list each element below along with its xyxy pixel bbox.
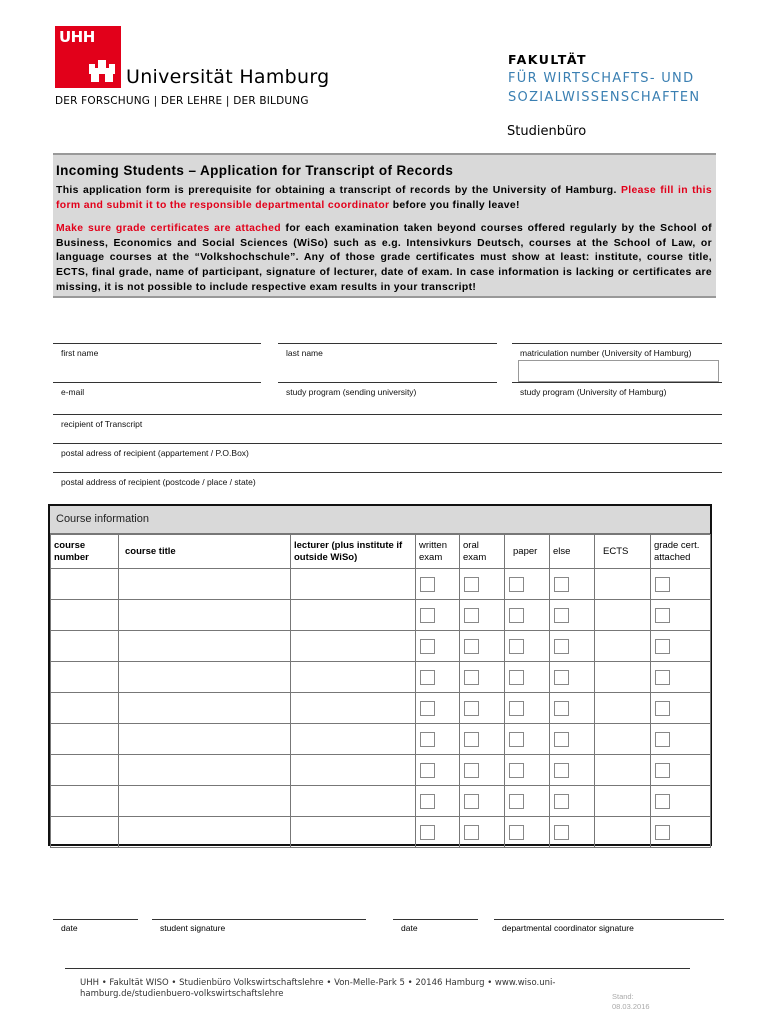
course-header-row (51, 535, 711, 569)
else-cell[interactable] (550, 631, 595, 662)
course-number-cell[interactable] (51, 693, 119, 724)
office-name: Studienbüro (507, 124, 587, 139)
course-row (51, 817, 711, 848)
grade-cert-cell[interactable] (651, 600, 711, 631)
oral-exam-cell[interactable] (460, 600, 505, 631)
grade-cert-cell[interactable] (651, 693, 711, 724)
ects-cell[interactable] (595, 693, 651, 724)
matriculation-input[interactable] (518, 360, 719, 382)
checkbox[interactable] (464, 794, 479, 809)
first-name-field[interactable]: first name (53, 343, 261, 358)
form-title: Incoming Students – Application for Transcript of Records (56, 163, 454, 178)
ects-cell[interactable] (595, 817, 651, 848)
else-cell[interactable] (550, 724, 595, 755)
course-row (51, 724, 711, 755)
col-else: else (550, 535, 595, 569)
col-lecturer: lecturer (plus institute if outside WiSo) (291, 535, 416, 569)
course-number-cell[interactable] (51, 569, 119, 600)
else-cell[interactable] (550, 786, 595, 817)
lecturer-cell[interactable] (291, 631, 416, 662)
paper-cell[interactable] (505, 600, 550, 631)
date-field-2[interactable]: date (393, 919, 478, 933)
checkbox[interactable] (464, 701, 479, 716)
course-heading: Course information (50, 506, 710, 534)
lecturer-cell[interactable] (291, 724, 416, 755)
university-tagline: DER FORSCHUNG | DER LEHRE | DER BILDUNG (55, 95, 309, 107)
checkbox[interactable] (420, 763, 435, 778)
checkbox[interactable] (554, 825, 569, 840)
ects-cell[interactable] (595, 786, 651, 817)
written-exam-cell[interactable] (416, 600, 460, 631)
course-row (51, 693, 711, 724)
written-exam-cell[interactable] (416, 631, 460, 662)
course-number-cell[interactable] (51, 600, 119, 631)
course-table (50, 534, 711, 848)
checkbox[interactable] (655, 577, 670, 592)
matriculation-field: matriculation number (University of Hamburg) (512, 343, 722, 358)
checkbox[interactable] (509, 701, 524, 716)
course-title-cell[interactable] (119, 724, 291, 755)
col-ects: ECTS (595, 535, 651, 569)
course-number-cell[interactable] (51, 755, 119, 786)
paper-cell[interactable] (505, 631, 550, 662)
lecturer-cell[interactable] (291, 786, 416, 817)
uhh-logo (55, 26, 121, 88)
course-table-container (48, 504, 712, 846)
oral-exam-cell[interactable] (460, 569, 505, 600)
study-program-sending-field[interactable]: study program (sending university) (278, 382, 497, 397)
checkbox[interactable] (554, 732, 569, 747)
else-cell[interactable] (550, 662, 595, 693)
postal-address-1-field[interactable]: postal adress of recipient (appartement / P.O.Box) (53, 443, 722, 458)
lecturer-cell[interactable] (291, 755, 416, 786)
paper-cell[interactable] (505, 724, 550, 755)
else-cell[interactable] (550, 569, 595, 600)
checkbox[interactable] (464, 608, 479, 623)
grade-cert-cell[interactable] (651, 786, 711, 817)
paper-cell[interactable] (505, 786, 550, 817)
course-number-cell[interactable] (51, 662, 119, 693)
course-row (51, 755, 711, 786)
ects-cell[interactable] (595, 662, 651, 693)
else-cell[interactable] (550, 693, 595, 724)
col-course-number: course number (51, 535, 119, 569)
course-number-cell[interactable] (51, 817, 119, 848)
checkbox[interactable] (655, 794, 670, 809)
col-course-title: course title (119, 535, 291, 569)
ects-cell[interactable] (595, 600, 651, 631)
info-paragraph-1: This application form is prerequisite for obtaining a transcript of records by the University of Hamburg. Please fill in this form and submit it to the responsible departmental coordinator before you finally leave! (56, 185, 712, 211)
study-program-hamburg-field[interactable]: study program (University of Hamburg) (512, 382, 722, 397)
castle-icon (89, 58, 115, 84)
oral-exam-cell[interactable] (460, 662, 505, 693)
checkbox[interactable] (464, 639, 479, 654)
oral-exam-cell[interactable] (460, 755, 505, 786)
paper-cell[interactable] (505, 693, 550, 724)
checkbox[interactable] (655, 825, 670, 840)
grade-cert-cell[interactable] (651, 569, 711, 600)
course-number-cell[interactable] (51, 724, 119, 755)
course-row (51, 569, 711, 600)
course-row (51, 662, 711, 693)
checkbox[interactable] (554, 701, 569, 716)
university-name: Universität Hamburg (126, 66, 330, 88)
course-title-cell[interactable] (119, 786, 291, 817)
checkbox[interactable] (554, 670, 569, 685)
info-box (53, 153, 716, 298)
student-signature-field[interactable]: student signature (152, 919, 366, 933)
course-row (51, 786, 711, 817)
ects-cell[interactable] (595, 569, 651, 600)
recipient-field[interactable]: recipient of Transcript (53, 414, 722, 429)
checkbox[interactable] (655, 732, 670, 747)
course-row (51, 631, 711, 662)
col-oral-exam: oral exam (460, 535, 505, 569)
course-title-cell[interactable] (119, 600, 291, 631)
checkbox[interactable] (554, 608, 569, 623)
checkbox[interactable] (655, 670, 670, 685)
else-cell[interactable] (550, 817, 595, 848)
checkbox[interactable] (420, 670, 435, 685)
ects-cell[interactable] (595, 631, 651, 662)
course-row (51, 600, 711, 631)
paper-cell[interactable] (505, 817, 550, 848)
coordinator-signature-field[interactable]: departmental coordinator signature (494, 919, 724, 933)
checkbox[interactable] (420, 608, 435, 623)
checkbox[interactable] (554, 639, 569, 654)
grade-cert-cell[interactable] (651, 662, 711, 693)
email-field[interactable]: e-mail (53, 382, 261, 397)
grade-cert-cell[interactable] (651, 755, 711, 786)
lecturer-cell[interactable] (291, 662, 416, 693)
col-written-exam: written exam (416, 535, 460, 569)
lecturer-cell[interactable] (291, 817, 416, 848)
course-title-cell[interactable] (119, 662, 291, 693)
ects-cell[interactable] (595, 724, 651, 755)
stand-date: Stand: 08.03.2016 (612, 992, 650, 1011)
checkbox[interactable] (509, 763, 524, 778)
checkbox[interactable] (554, 794, 569, 809)
checkbox[interactable] (464, 670, 479, 685)
faculty-line-1: FAKULTÄT (508, 52, 588, 67)
lecturer-cell[interactable] (291, 600, 416, 631)
date-field-1[interactable]: date (53, 919, 138, 933)
checkbox[interactable] (655, 608, 670, 623)
checkbox[interactable] (464, 577, 479, 592)
col-grade-cert: grade cert. attached (651, 535, 711, 569)
written-exam-cell[interactable] (416, 693, 460, 724)
checkbox[interactable] (464, 825, 479, 840)
checkbox[interactable] (554, 763, 569, 778)
paper-cell[interactable] (505, 755, 550, 786)
course-title-cell[interactable] (119, 817, 291, 848)
written-exam-cell[interactable] (416, 817, 460, 848)
last-name-field[interactable]: last name (278, 343, 497, 358)
grade-cert-cell[interactable] (651, 724, 711, 755)
oral-exam-cell[interactable] (460, 817, 505, 848)
checkbox[interactable] (655, 639, 670, 654)
written-exam-cell[interactable] (416, 755, 460, 786)
oral-exam-cell[interactable] (460, 724, 505, 755)
lecturer-cell[interactable] (291, 693, 416, 724)
checkbox[interactable] (509, 577, 524, 592)
written-exam-cell[interactable] (416, 662, 460, 693)
course-title-cell[interactable] (119, 569, 291, 600)
checkbox[interactable] (420, 701, 435, 716)
checkbox[interactable] (420, 639, 435, 654)
checkbox[interactable] (509, 732, 524, 747)
course-number-cell[interactable] (51, 786, 119, 817)
else-cell[interactable] (550, 600, 595, 631)
faculty-line-3: SOZIALWISSENSCHAFTEN (508, 90, 701, 105)
checkbox[interactable] (464, 732, 479, 747)
checkbox[interactable] (509, 794, 524, 809)
checkbox[interactable] (420, 825, 435, 840)
paper-cell[interactable] (505, 662, 550, 693)
footer-address: UHH • Fakultät WISO • Studienbüro Volkswirtschaftslehre • Von-Melle-Park 5 • 20146 Hamburg • www.wiso.uni-hamburg.de/studienbuero-volkswirtschaftslehre (80, 978, 556, 999)
oral-exam-cell[interactable] (460, 631, 505, 662)
oral-exam-cell[interactable] (460, 786, 505, 817)
logo-text: UHH (59, 28, 95, 46)
col-paper: paper (505, 535, 550, 569)
checkbox[interactable] (420, 732, 435, 747)
oral-exam-cell[interactable] (460, 693, 505, 724)
lecturer-cell[interactable] (291, 569, 416, 600)
checkbox[interactable] (655, 701, 670, 716)
info-paragraph-2: Make sure grade certificates are attached for each examination taken beyond courses offered regularly by the School of Business, Economics and Social Sciences (WiSo) such as e.g. Intensivkurs Deutsch, courses at the School of Law, or language courses at the “Volkshochschule”. Any of those grade certificates must show at least: institute, course title, ECTS, final grade, name of participant, signature of lecturer, date of exam. In case information is lacking or certificates are missing, it is not possible to include respective exam results in your transcript! (56, 223, 712, 293)
checkbox[interactable] (655, 763, 670, 778)
written-exam-cell[interactable] (416, 569, 460, 600)
checkbox[interactable] (420, 577, 435, 592)
course-title-cell[interactable] (119, 693, 291, 724)
written-exam-cell[interactable] (416, 724, 460, 755)
paper-cell[interactable] (505, 569, 550, 600)
ects-cell[interactable] (595, 755, 651, 786)
checkbox[interactable] (420, 794, 435, 809)
course-title-cell[interactable] (119, 631, 291, 662)
checkbox[interactable] (509, 608, 524, 623)
checkbox[interactable] (509, 670, 524, 685)
course-number-cell[interactable] (51, 631, 119, 662)
grade-cert-cell[interactable] (651, 817, 711, 848)
written-exam-cell[interactable] (416, 786, 460, 817)
faculty-line-2: FÜR WIRTSCHAFTS- UND (508, 71, 695, 86)
checkbox[interactable] (554, 577, 569, 592)
grade-cert-cell[interactable] (651, 631, 711, 662)
course-title-cell[interactable] (119, 755, 291, 786)
checkbox[interactable] (509, 825, 524, 840)
checkbox[interactable] (509, 639, 524, 654)
postal-address-2-field[interactable]: postal address of recipient (postcode / place / state) (53, 472, 722, 487)
footer-divider (65, 968, 690, 969)
checkbox[interactable] (464, 763, 479, 778)
else-cell[interactable] (550, 755, 595, 786)
